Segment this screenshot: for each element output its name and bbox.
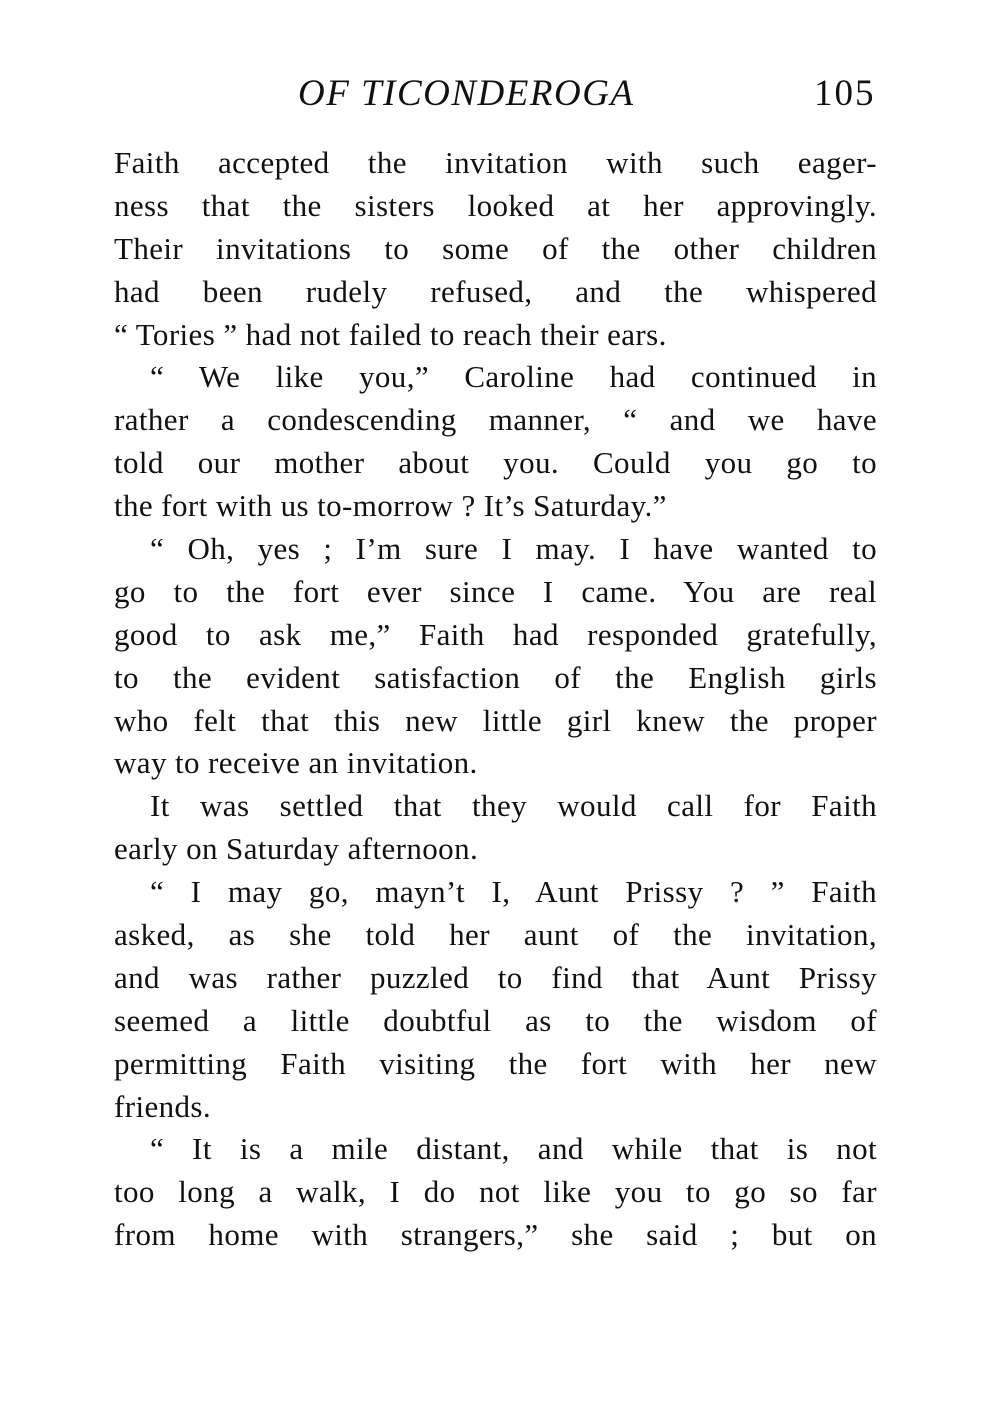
text-line: “ I may go, mayn’t I, Aunt Prissy ? ” Faith	[150, 874, 877, 910]
text-line: go to the fort ever since I came. You are real	[114, 573, 877, 609]
text-line: seemed a little doubtful as to the wisdom of	[114, 1002, 877, 1038]
text-line: Faith accepted the invitation with such eager-	[114, 145, 877, 180]
page-number: 105	[814, 73, 876, 114]
text-line: It was settled that they would call for Faith	[150, 788, 877, 824]
text-line: and was rather puzzled to find that Aunt Prissy	[114, 959, 877, 995]
text-line: told our mother about you. Could you go to	[114, 445, 877, 481]
text-line: “ Oh, yes ; I’m sure I may. I have wanted to	[150, 531, 877, 567]
running-header	[0, 68, 1000, 120]
text-line: Their invitations to some of the other children	[114, 230, 877, 266]
text-line: way to receive an invitation.	[114, 745, 478, 781]
text-line: friends.	[114, 1088, 212, 1124]
text-line: “ It is a mile distant, and while that is not	[150, 1131, 877, 1167]
text-line: had been rudely refused, and the whispered	[114, 273, 877, 309]
text-line: asked, as she told her aunt of the invitation,	[114, 917, 877, 953]
text-line: who felt that this new little girl knew the proper	[114, 702, 877, 738]
text-line: good to ask me,” Faith had responded gratefully,	[114, 616, 877, 652]
running-title: OF TICONDEROGA	[298, 73, 635, 114]
text-line: permitting Faith visiting the fort with her new	[114, 1045, 877, 1081]
text-line: “ We like you,” Caroline had continued in	[150, 359, 877, 395]
text-line: ness that the sisters looked at her approvingly.	[114, 187, 877, 223]
text-line: early on Saturday afternoon.	[114, 831, 479, 867]
text-line: “ Tories ” had not failed to reach their ears.	[114, 316, 667, 352]
text-line: too long a walk, I do not like you to go so far	[114, 1174, 877, 1210]
text-line: to the evident satisfaction of the English girls	[114, 659, 877, 695]
text-line: the fort with us to-morrow ? It’s Saturday.”	[114, 488, 667, 524]
body-text	[114, 142, 877, 1257]
text-line: from home with strangers,” she said ; but on	[114, 1217, 877, 1253]
text-line: rather a condescending manner, “ and we have	[114, 402, 877, 438]
